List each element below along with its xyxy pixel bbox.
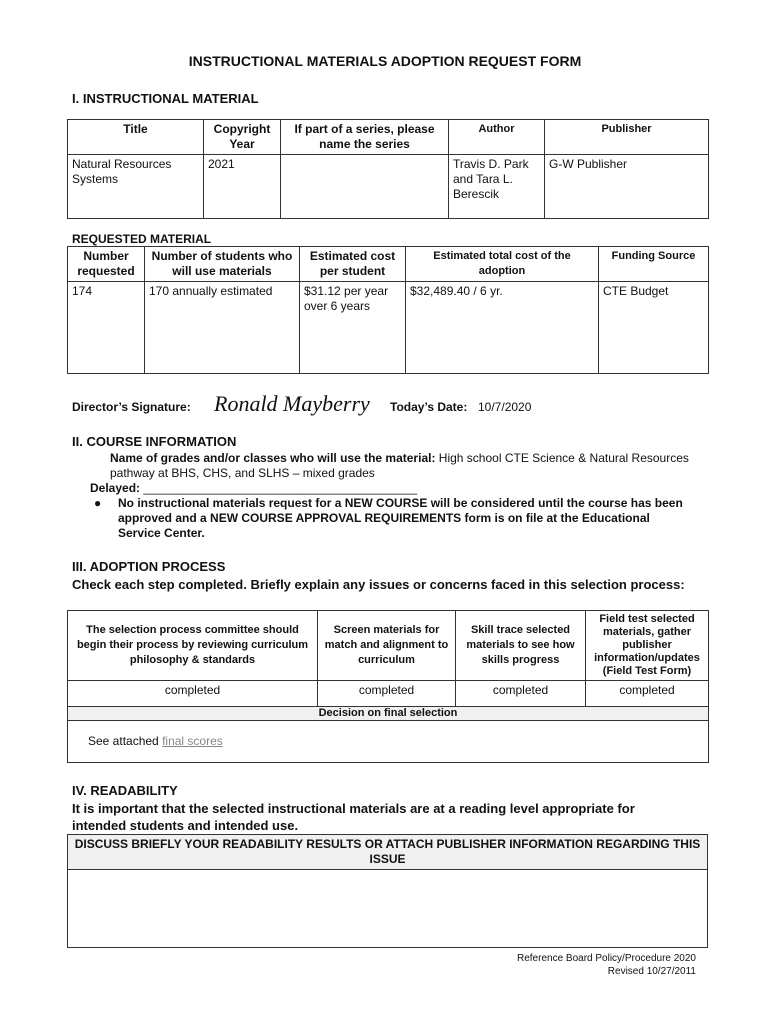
col-header-title: Title <box>68 120 204 155</box>
decision-prefix: See attached <box>88 734 159 748</box>
bullet-icon: ● <box>94 496 102 510</box>
footer-revised: Revised 10/27/2011 <box>607 966 696 977</box>
section-3-heading: III. ADOPTION PROCESS <box>72 559 226 574</box>
readability-response[interactable] <box>68 870 708 948</box>
step-header-field-test: Field test selected materials, gather publisher information/updates (Field Test Form) <box>586 611 709 681</box>
step-header-skill-trace: Skill trace selected materials to see how skills progress <box>456 611 586 681</box>
new-course-note: No instructional materials request for a NEW COURSE will be considered until the course has been approved and a NEW COURSE APPROVAL REQUIREMENTS form is on file at the Educational Service Center. <box>118 496 683 540</box>
final-scores-link[interactable]: final scores <box>162 734 223 748</box>
delayed-label: Delayed: <box>90 481 141 495</box>
section-1-heading: I. INSTRUCTIONAL MATERIAL <box>72 91 259 106</box>
adoption-process-table <box>67 610 709 763</box>
decision-header: Decision on final selection <box>68 707 709 721</box>
section-3-instruction: Check each step completed. Briefly explain any issues or concerns faced in this selection process: <box>72 577 685 592</box>
delayed-blank[interactable]: _________________________________________ <box>143 481 418 495</box>
col-header-funding-source: Funding Source <box>599 247 709 282</box>
signature-label: Director’s Signature: <box>72 400 191 414</box>
instructional-material-table <box>67 119 709 219</box>
date-value[interactable]: 10/7/2020 <box>478 400 532 414</box>
cell-title[interactable]: Natural Resources Systems <box>68 155 204 219</box>
grades-value[interactable]: High school CTE Science & Natural Resources pathway at BHS, CHS, and SLHS – mixed grades <box>110 451 689 480</box>
readability-table <box>67 834 708 948</box>
footer-reference: Reference Board Policy/Procedure 2020 <box>517 953 696 964</box>
grades-line <box>110 451 690 481</box>
requested-material-table <box>67 246 709 374</box>
step-header-screen: Screen materials for match and alignment to curriculum <box>318 611 456 681</box>
col-header-estimated-total: Estimated total cost of the adoption <box>406 247 599 282</box>
col-header-number-students: Number of students who will use materials <box>145 247 300 282</box>
cell-estimated-cost[interactable]: $31.12 per year over 6 years <box>300 282 406 374</box>
cell-number-requested[interactable]: 174 <box>68 282 145 374</box>
cell-publisher[interactable]: G-W Publisher <box>545 155 709 219</box>
col-header-estimated-cost: Estimated cost per student <box>300 247 406 282</box>
col-header-author: Author <box>449 120 545 155</box>
section-2-heading: II. COURSE INFORMATION <box>72 434 237 449</box>
delayed-line <box>90 481 417 495</box>
cell-number-students[interactable]: 170 annually estimated <box>145 282 300 374</box>
col-header-number-requested: Number requested <box>68 247 145 282</box>
step-status-screen[interactable]: completed <box>318 681 456 707</box>
readability-header: DISCUSS BRIEFLY YOUR READABILITY RESULTS OR ATTACH PUBLISHER INFORMATION REGARDING THIS ISSUE <box>68 835 708 870</box>
step-status-field-test[interactable]: completed <box>586 681 709 707</box>
grades-label: Name of grades and/or classes who will use the material: <box>110 451 436 465</box>
cell-copyright-year[interactable]: 2021 <box>204 155 281 219</box>
requested-material-label: REQUESTED MATERIAL <box>72 232 212 246</box>
step-status-review[interactable]: completed <box>68 681 318 707</box>
col-header-copyright-year: Copyright Year <box>204 120 281 155</box>
decision-cell[interactable] <box>68 721 709 763</box>
section-4-instruction: It is important that the selected instructional materials are at a reading level appropriate for intended students and intended use. <box>72 801 635 833</box>
cell-estimated-total[interactable]: $32,489.40 / 6 yr. <box>406 282 599 374</box>
step-header-review: The selection process committee should begin their process by reviewing curriculum philosophy & standards <box>68 611 318 681</box>
col-header-series: If part of a series, please name the series <box>281 120 449 155</box>
director-signature: Ronald Mayberry <box>214 391 370 416</box>
form-title: INSTRUCTIONAL MATERIALS ADOPTION REQUEST FORM <box>188 53 582 69</box>
col-header-publisher: Publisher <box>545 120 709 155</box>
cell-funding-source[interactable]: CTE Budget <box>599 282 709 374</box>
cell-series[interactable] <box>281 155 449 219</box>
date-label: Today’s Date: <box>390 400 468 414</box>
cell-author[interactable]: Travis D. Park and Tara L. Berescik <box>449 155 545 219</box>
section-4-heading: IV. READABILITY <box>72 783 178 798</box>
step-status-skill-trace[interactable]: completed <box>456 681 586 707</box>
